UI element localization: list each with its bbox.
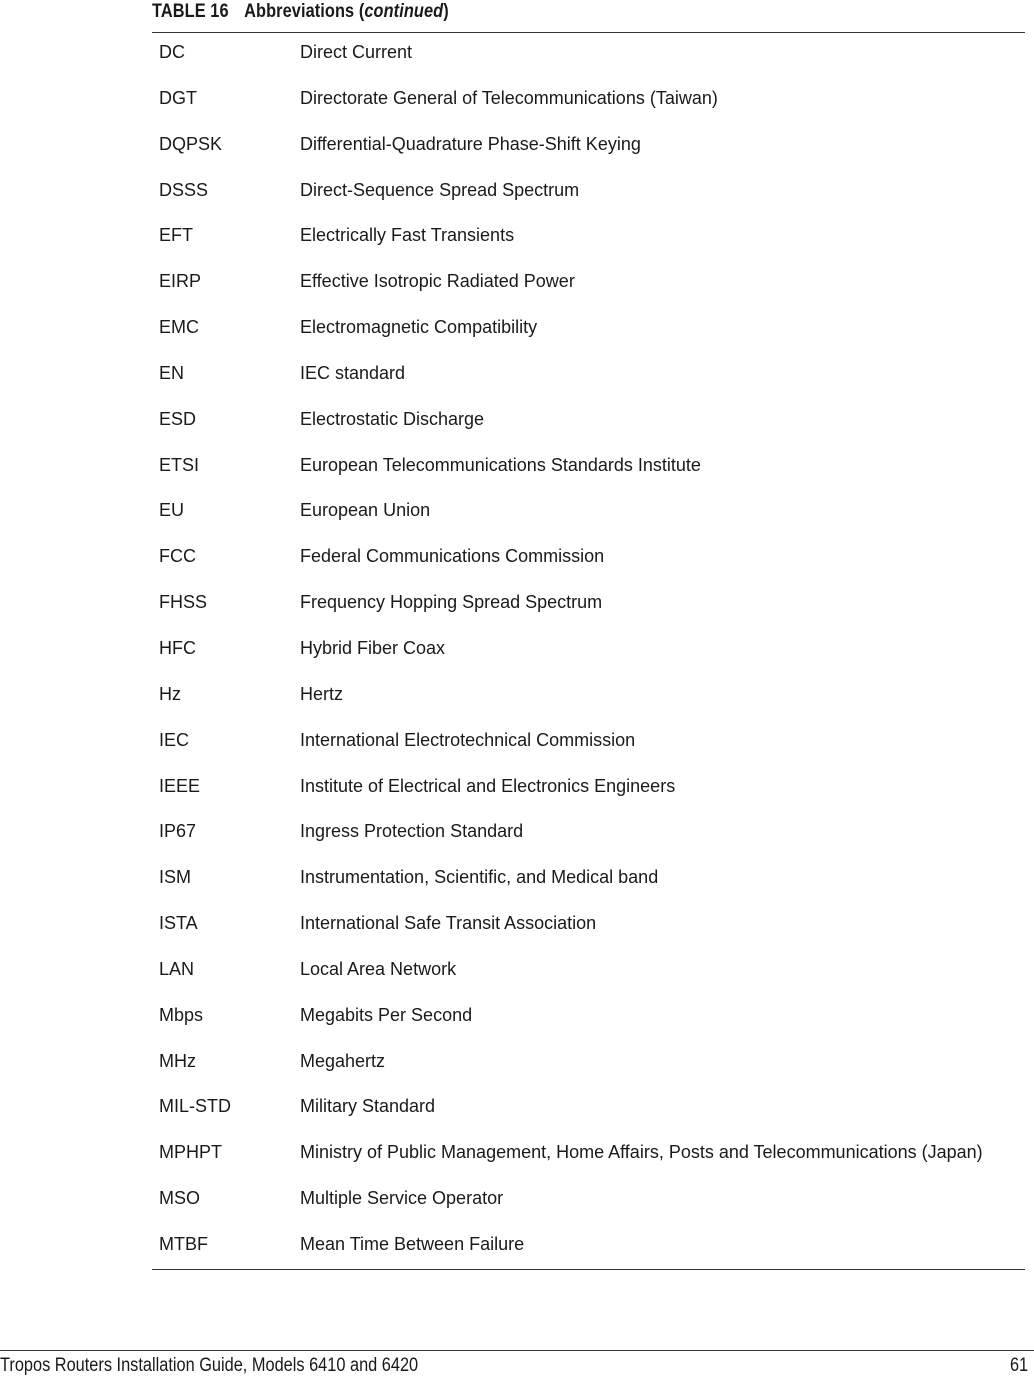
abbreviation: IEC — [159, 729, 190, 750]
abbreviation: EN — [159, 362, 185, 383]
table-row — [159, 176, 1025, 222]
abbreviation: FHSS — [159, 592, 208, 613]
abbreviation: MIL-STD — [159, 1096, 231, 1117]
table-row — [159, 359, 1025, 405]
abbreviation: FCC — [159, 546, 196, 567]
table-row — [159, 1092, 1025, 1138]
table-row — [159, 38, 1025, 84]
table-row — [159, 130, 1025, 176]
table-row — [159, 863, 1025, 909]
abbreviation: MHz — [159, 1050, 196, 1071]
table-row — [159, 1184, 1025, 1230]
abbreviation: ETSI — [159, 454, 200, 475]
table-row — [159, 496, 1025, 542]
definition: Megabits Per Second — [300, 1004, 473, 1025]
table-title — [244, 1, 449, 22]
definition: Directorate General of Telecommunications (Taiwan) — [300, 87, 718, 108]
definition: Direct Current — [300, 42, 413, 62]
abbreviation: EFT — [159, 225, 193, 246]
table-row — [159, 680, 1025, 726]
table-title-qualifier: continued — [364, 1, 444, 22]
page-number: 61 — [1009, 1355, 1028, 1376]
table-row — [159, 1138, 1025, 1184]
abbreviation: IEEE — [159, 775, 201, 796]
footer-title: Tropos Routers Installation Guide, Models 6410 and 6420 — [0, 1355, 419, 1376]
abbreviation: ESD — [159, 408, 197, 429]
definition: Ministry of Public Management, Home Affairs, Posts and Telecommunications (Japan) — [300, 1142, 983, 1163]
table-row — [159, 634, 1025, 680]
abbreviation: HFC — [159, 637, 196, 658]
definition: Ingress Protection Standard — [300, 821, 524, 842]
definition: International Electrotechnical Commission — [300, 729, 636, 750]
definition: Military Standard — [300, 1096, 436, 1117]
table-title-close: ) — [443, 1, 449, 22]
abbreviation: Mbps — [159, 1004, 204, 1025]
abbreviation: DGT — [159, 87, 197, 108]
abbreviation: IP67 — [159, 821, 197, 842]
table-row — [159, 451, 1025, 497]
table-row — [159, 1047, 1025, 1093]
definition: Federal Communications Commission — [300, 546, 605, 567]
definition: International Safe Transit Association — [300, 913, 597, 934]
table-row — [159, 221, 1025, 267]
table-row — [159, 313, 1025, 359]
definition: Multiple Service Operator — [300, 1188, 504, 1209]
abbreviation: EIRP — [159, 271, 202, 292]
abbreviation: Hz — [159, 683, 181, 704]
table-bottom-rule — [152, 1269, 1025, 1270]
table-row — [159, 542, 1025, 588]
definition: Mean Time Between Failure — [300, 1233, 525, 1254]
table-row — [159, 84, 1025, 130]
definition: Electrically Fast Transients — [300, 225, 515, 246]
definition: Effective Isotropic Radiated Power — [300, 271, 575, 292]
table-row — [159, 955, 1025, 1001]
definition: Instrumentation, Scientific, and Medical band — [300, 867, 659, 888]
table-row — [159, 405, 1025, 451]
table-row — [159, 588, 1025, 634]
table-row — [159, 267, 1025, 313]
definition: Hybrid Fiber Coax — [300, 637, 446, 658]
definition: Institute of Electrical and Electronics Engineers — [300, 775, 676, 796]
definition: European Telecommunications Standards Institute — [300, 454, 701, 475]
footer-rule — [0, 1350, 1034, 1351]
definition: Hertz — [300, 683, 344, 704]
definition: Direct-Sequence Spread Spectrum — [300, 179, 580, 200]
table-row — [159, 772, 1025, 818]
definition: Electrostatic Discharge — [300, 408, 485, 429]
abbreviation: ISM — [159, 867, 192, 888]
definition: Megahertz — [300, 1050, 386, 1071]
abbreviation: DC — [159, 42, 185, 62]
abbreviation: ISTA — [159, 913, 198, 934]
definition: European Union — [300, 500, 431, 521]
table-label: TABLE 16 — [152, 1, 229, 22]
definition: Local Area Network — [300, 958, 457, 979]
abbreviation: EU — [159, 500, 185, 521]
abbreviation: MTBF — [159, 1233, 208, 1254]
abbreviations-table — [159, 38, 1025, 1276]
definition: IEC standard — [300, 362, 406, 383]
table-row — [159, 726, 1025, 772]
table-title-text: Abbreviations ( — [244, 1, 365, 22]
table-caption — [152, 0, 449, 30]
table-row — [159, 1001, 1025, 1047]
definition: Electromagnetic Compatibility — [300, 317, 538, 338]
definition: Frequency Hopping Spread Spectrum — [300, 592, 603, 613]
table-row — [159, 909, 1025, 955]
abbreviation: MPHPT — [159, 1142, 222, 1163]
abbreviation: EMC — [159, 317, 199, 338]
table-top-rule — [152, 32, 1025, 33]
abbreviation: DQPSK — [159, 133, 223, 154]
abbreviation: LAN — [159, 958, 195, 979]
definition: Differential-Quadrature Phase-Shift Keying — [300, 133, 641, 154]
table-row — [159, 817, 1025, 863]
abbreviation: DSSS — [159, 179, 209, 200]
abbreviation: MSO — [159, 1188, 201, 1209]
